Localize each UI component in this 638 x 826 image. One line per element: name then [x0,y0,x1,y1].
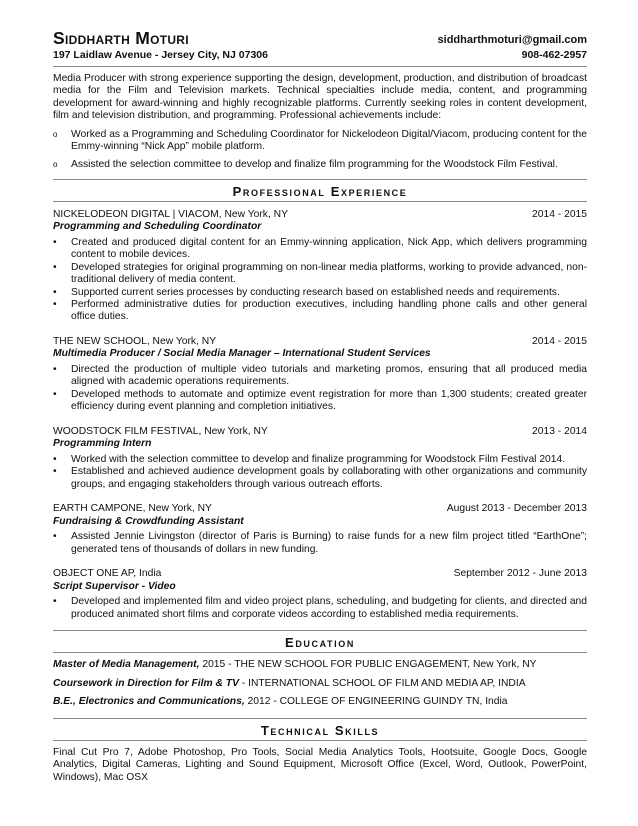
degree-detail: - INTERNATIONAL SCHOOL OF FILM AND MEDIA AP, INDIA [238,677,526,689]
bullet-icon: • [53,261,57,273]
section-title-experience: Professional Experience [232,183,408,199]
job-dates: September 2012 - June 2013 [453,568,587,580]
circle-bullet-icon: o [53,160,58,170]
education-entry [53,659,587,672]
education-entry [53,678,587,691]
degree-detail: 2012 - COLLEGE OF ENGINEERING GUINDY TN, India [244,696,508,708]
education-entry [53,696,587,709]
section-divider [53,652,587,653]
job-bullet: • Directed the production of multiple video tutorials and marketing promos, ensuring that all produced media aligned with academic operations requirements. [53,364,587,388]
header-divider [53,66,587,67]
education-list [53,659,587,709]
contact-line [53,48,587,63]
section-title-skills: Technical Skills [260,722,380,738]
job-entry [53,209,587,324]
phone-number: 908-462-2957 [521,49,587,61]
bullet-icon: • [53,286,57,298]
resume-header [53,28,587,48]
job-entry [53,503,587,556]
job-bullet: • Supported current series processes by conducting research based on established needs and requirements. [53,286,560,298]
job-dates: August 2013 - December 2013 [446,503,587,515]
bullet-icon: • [53,596,57,608]
degree-detail: 2015 - THE NEW SCHOOL FOR PUBLIC ENGAGEMENT, New York, NY [199,659,537,671]
degree-name: Coursework in Direction for Film & TV [53,677,239,689]
job-role: Fundraising & Crowdfunding Assistant [53,515,244,527]
job-bullet: • Established and achieved audience development goals by collaborating with other organizations and community groups, and engaging stakeholders through various outreach efforts. [53,466,587,490]
job-bullet: • Developed and implemented film and video project plans, scheduling, and budgeting for clients, and directed and produced animated short films and corporate videos according to established media requirements. [53,596,587,620]
job-dates: 2013 - 2014 [532,425,587,437]
skills-paragraph: Final Cut Pro 7, Adobe Photoshop, Pro Tools, Social Media Analytics Tools, Hootsuite, Google Docs, Google Analytics, Digital Cameras, Lighting and Sound Equipment, Microsoft Office (Excel, Word, Outlook, PowerPoint, Windows), Mac OSX [53,746,587,783]
job-bullet: • Developed methods to automate and optimize event registration for more than 1,300 students; created greater efficiency during event planning and completion initiatives. [53,388,587,413]
job-bullet: • Performed administrative duties for production executives, including handling phone calls and other general office duties. [53,299,587,323]
section-divider [53,718,587,719]
resume-page [53,28,587,784]
bullet-icon: • [53,531,57,543]
job-organization: OBJECT ONE AP, India [53,568,162,580]
degree-name: B.E., Electronics and Communications, [53,696,245,708]
job-bullet: • Created and produced digital content for an Emmy-winning application, Nick App, which delivers programming content to mobile devices. [53,237,587,261]
summary-paragraph: Media Producer with strong experience supporting the design, development, production, and distribution of broadcast media for the Film and Television markets. Technical specialties include media, content, and programming development for award-winning and highly recognizable platforms. Currently seeking roles in content development, film and television distribution, and programming. Professional achievements include: [53,73,587,122]
bullet-icon: • [53,299,57,311]
email-address: siddharthmoturi@gmail.com [437,34,587,46]
job-organization: EARTH CAMPONE, New York, NY [53,503,212,515]
section-divider [53,630,587,631]
bullet-icon: • [53,237,57,249]
job-organization: THE NEW SCHOOL, New York, NY [53,335,217,347]
section-divider [53,740,587,741]
job-organization: WOODSTOCK FILM FESTIVAL, New York, NY [53,425,268,437]
achievement-item: o Worked as a Programming and Scheduling Coordinator for Nickelodeon Digital/Viacom, producing content for the Emmy-winning “Nick App” mobile platform. [53,128,587,153]
bullet-icon: • [53,453,57,465]
degree-name: Master of Media Management, [53,659,200,671]
job-role: Multimedia Producer / Social Media Manager – International Student Services [53,348,431,360]
job-role: Script Supervisor - Video [53,580,176,592]
street-address: 197 Laidlaw Avenue - Jersey City, NJ 07306 [53,49,268,61]
section-divider [53,179,587,180]
job-role: Programming and Scheduling Coordinator [53,221,262,233]
job-bullet: • Developed strategies for original programming on non-linear media platforms, working to provide advanced, non-traditional delivery of media content. [53,261,587,286]
job-dates: 2014 - 2015 [532,208,587,220]
job-bullet: • Assisted Jennie Livingston (director of Paris is Burning) to raise funds for a new film project titled “EarthOne”; generated tens of thousands of dollars in new funding. [53,531,587,555]
job-bullet: • Worked with the selection committee to develop and finalize programming for Woodstock Film Festival 2014. [53,453,566,465]
bullet-icon: • [53,388,57,400]
bullet-icon: • [53,364,57,376]
job-entry [53,336,587,414]
circle-bullet-icon: o [53,129,58,139]
job-organization: NICKELODEON DIGITAL | VIACOM, New York, NY [53,208,288,220]
candidate-name: Siddharth Moturi [53,28,189,48]
job-entry [53,568,587,621]
job-entry [53,426,587,491]
bullet-icon: • [53,466,57,478]
section-title-education: Education [285,635,355,651]
achievement-item: o Assisted the selection committee to develop and finalize film programming for the Woodstock Film Festival. [53,159,558,171]
job-role: Programming Intern [53,438,152,450]
section-divider [53,201,587,202]
job-dates: 2014 - 2015 [532,335,587,347]
